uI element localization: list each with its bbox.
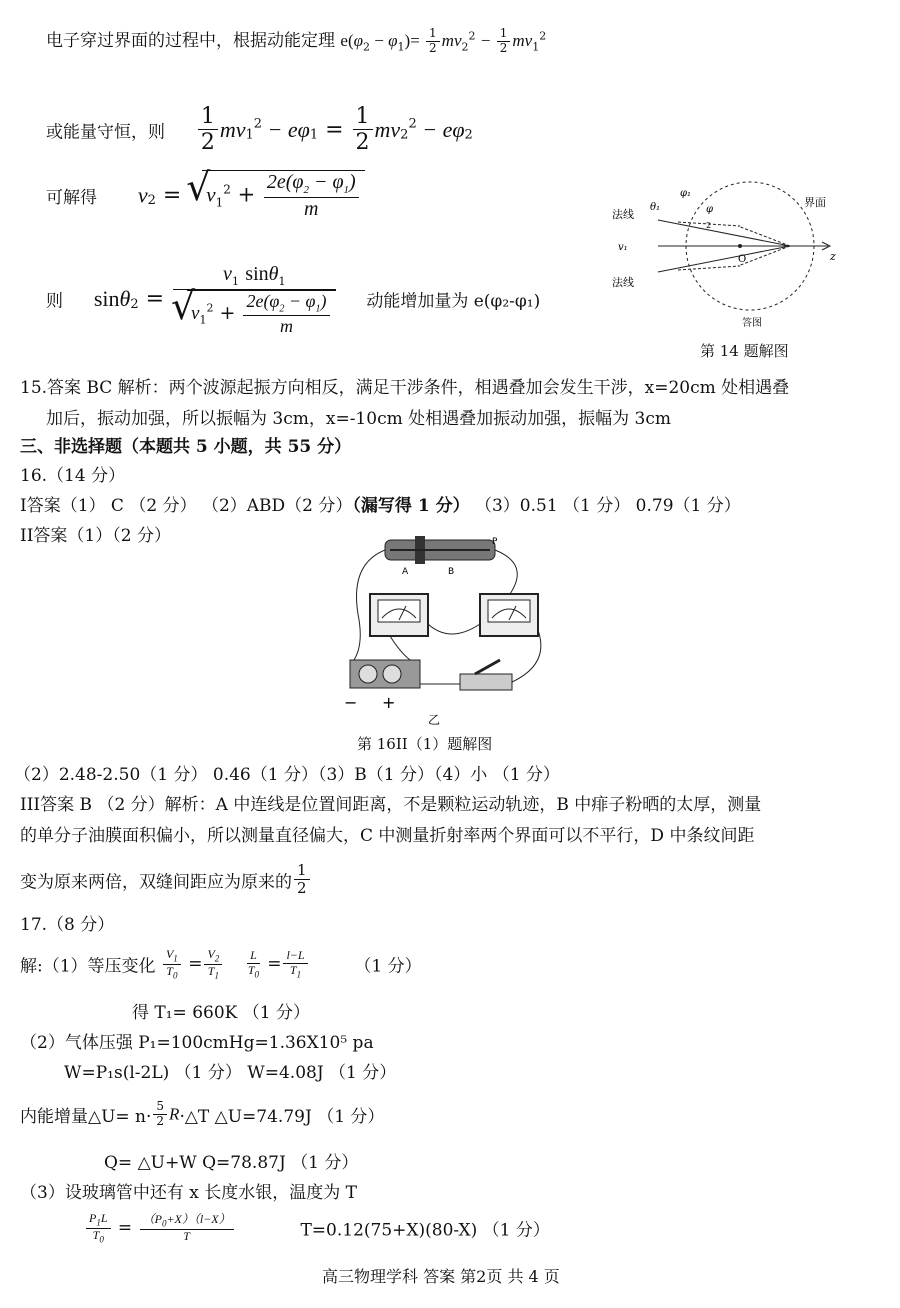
- q17-part2-heat: Q= △U+W Q=78.87J （1 分）: [104, 1153, 359, 1173]
- figure-14-caption: 第 14 题解图: [700, 342, 789, 360]
- ray-lower: [658, 246, 790, 272]
- q16-part-iii-line1: III答案 B （2 分）解析：A 中连线是位置间距离，不是颗粒运动轨迹，B 中痱子粉晒的太厚，测量: [20, 795, 762, 815]
- q16-part-iii-line3: 变为原来两倍，双缝间距应为原来的 $\frac{1}{2}$: [20, 862, 312, 898]
- label-yi: 乙: [428, 713, 441, 727]
- label-p: P: [492, 537, 498, 547]
- label-datu: 答图: [742, 318, 762, 329]
- q17-t1: 得 T₁= 660K （1 分）: [132, 1003, 310, 1023]
- q17-part2-internal-energy: 内能增量△U= n· $\frac{5}{2}$ R·△T △U=74.79J （1 分）: [20, 1099, 385, 1128]
- label-minus: −: [344, 693, 358, 712]
- label-o: O: [738, 254, 747, 265]
- q17-part2-work: W=P₁s(l-2L) （1 分） W=4.08J （1 分）: [64, 1063, 397, 1083]
- switch: [460, 674, 512, 690]
- q16-part-iii-line2: 的单分子油膜面积偏小，所以测量直径偏大，C 中测量折射率两个界面可以不平行，D 中条纹间距: [20, 826, 755, 846]
- figure-16-circuit: [330, 534, 560, 730]
- q17-title: 17.（8 分）: [20, 915, 115, 935]
- ray-upper: [658, 220, 790, 246]
- label-normal-top: 法线: [612, 208, 634, 221]
- label-normal-bottom: 法线: [612, 276, 634, 289]
- line-sin-theta2: 则 sinθ$_2$ = $v_1$ sinθ$_1$ √ $v_1^2$ + $\frac{2e(\varphi_2 - \varphi_1)}{m}$ 动能增加量为 e(φ₂-φ₁): [46, 262, 540, 336]
- label-v1: v₁: [618, 242, 628, 253]
- label-plus: +: [382, 693, 396, 712]
- q15-line1: 15.答案 BC 解析：两个波源起振方向相反，满足干涉条件，相遇叠加会发生干涉，x=20cm 处相遇叠: [20, 378, 790, 398]
- q17-part3-setup: （3）设玻璃管中还有 x 长度水银，温度为 T: [20, 1183, 357, 1203]
- label-interface: 界面: [804, 196, 826, 209]
- section-3-title: 三、非选择题（本题共 5 小题，共 55 分）: [20, 437, 352, 457]
- label-b: B: [448, 567, 455, 577]
- line-solve-v2: 可解得 $v_2$ = √ $v_1^2$ + $\frac{2e(\varphi_2 - \varphi_1)}{m}$: [46, 170, 365, 221]
- q17-part3-equation: $\frac{P_1L}{T_0}$ = $\frac{(P_0+X)(l-X)}{T}$ T=0.12(75+X)(80-X) （1 分）: [84, 1212, 550, 1244]
- label-theta1: θ₁: [650, 202, 661, 213]
- q17-part2-pressure: （2）气体压强 P₁=100cmHg=1.36X10⁵ pa: [20, 1033, 374, 1053]
- label-a: A: [402, 567, 409, 577]
- q16-part-i: I答案（1） C （2 分） （2）ABD（2 分）（漏写得 1 分） （3）0.51 （1 分） 0.79（1 分）: [20, 496, 741, 516]
- q16-title: 16.（14 分）: [20, 466, 126, 486]
- page-footer: 高三物理学科 答案 第2页 共 4 页: [322, 1267, 560, 1286]
- q15-line2: 加后，振动加强，所以振幅为 3cm，x=-10cm 处相遇叠加振动加强，振幅为 3cm: [46, 409, 671, 429]
- q16-part-ii: II答案（1）（2 分）: [20, 526, 171, 546]
- line-energy-conservation: 或能量守恒，则 $\frac{1}{2}$ $mv_1^2 - e\varphi_1$ = $\frac{1}{2}$ $mv_2^2 - e\varphi_2$: [46, 104, 473, 156]
- label-z: z: [830, 250, 836, 263]
- figure-16-caption: 第 16II（1）题解图: [357, 735, 493, 753]
- label-phi: φ: [706, 204, 714, 215]
- q16-part-ii-rest: （2）2.48-2.50（1 分） 0.46（1 分）（3）B（1 分）（4）小 （1 分）: [14, 765, 560, 785]
- line-kinetic-theorem: 电子穿过界面的过程中，根据动能定理 $e(\varphi_2 - \varphi_1)=$ $\frac{1}{2}$ $mv_2^2$ − $\frac{1}{2}$ $mv_1^2$: [46, 26, 547, 55]
- normal-upper: [738, 226, 790, 246]
- figure-14-diagram: [600, 178, 850, 338]
- label-phi1: φ₁: [680, 188, 692, 199]
- point-o: [738, 244, 742, 248]
- q17-part1: 解:（1）等压变化 $\frac{V_1}{T_0}$ = $\frac{V_2}{T_1}$ $\frac{L}{T_0}$ = $\frac{l-L}{T_1}$ （1 分）: [20, 947, 422, 981]
- label-subscript-2: 2: [706, 221, 712, 230]
